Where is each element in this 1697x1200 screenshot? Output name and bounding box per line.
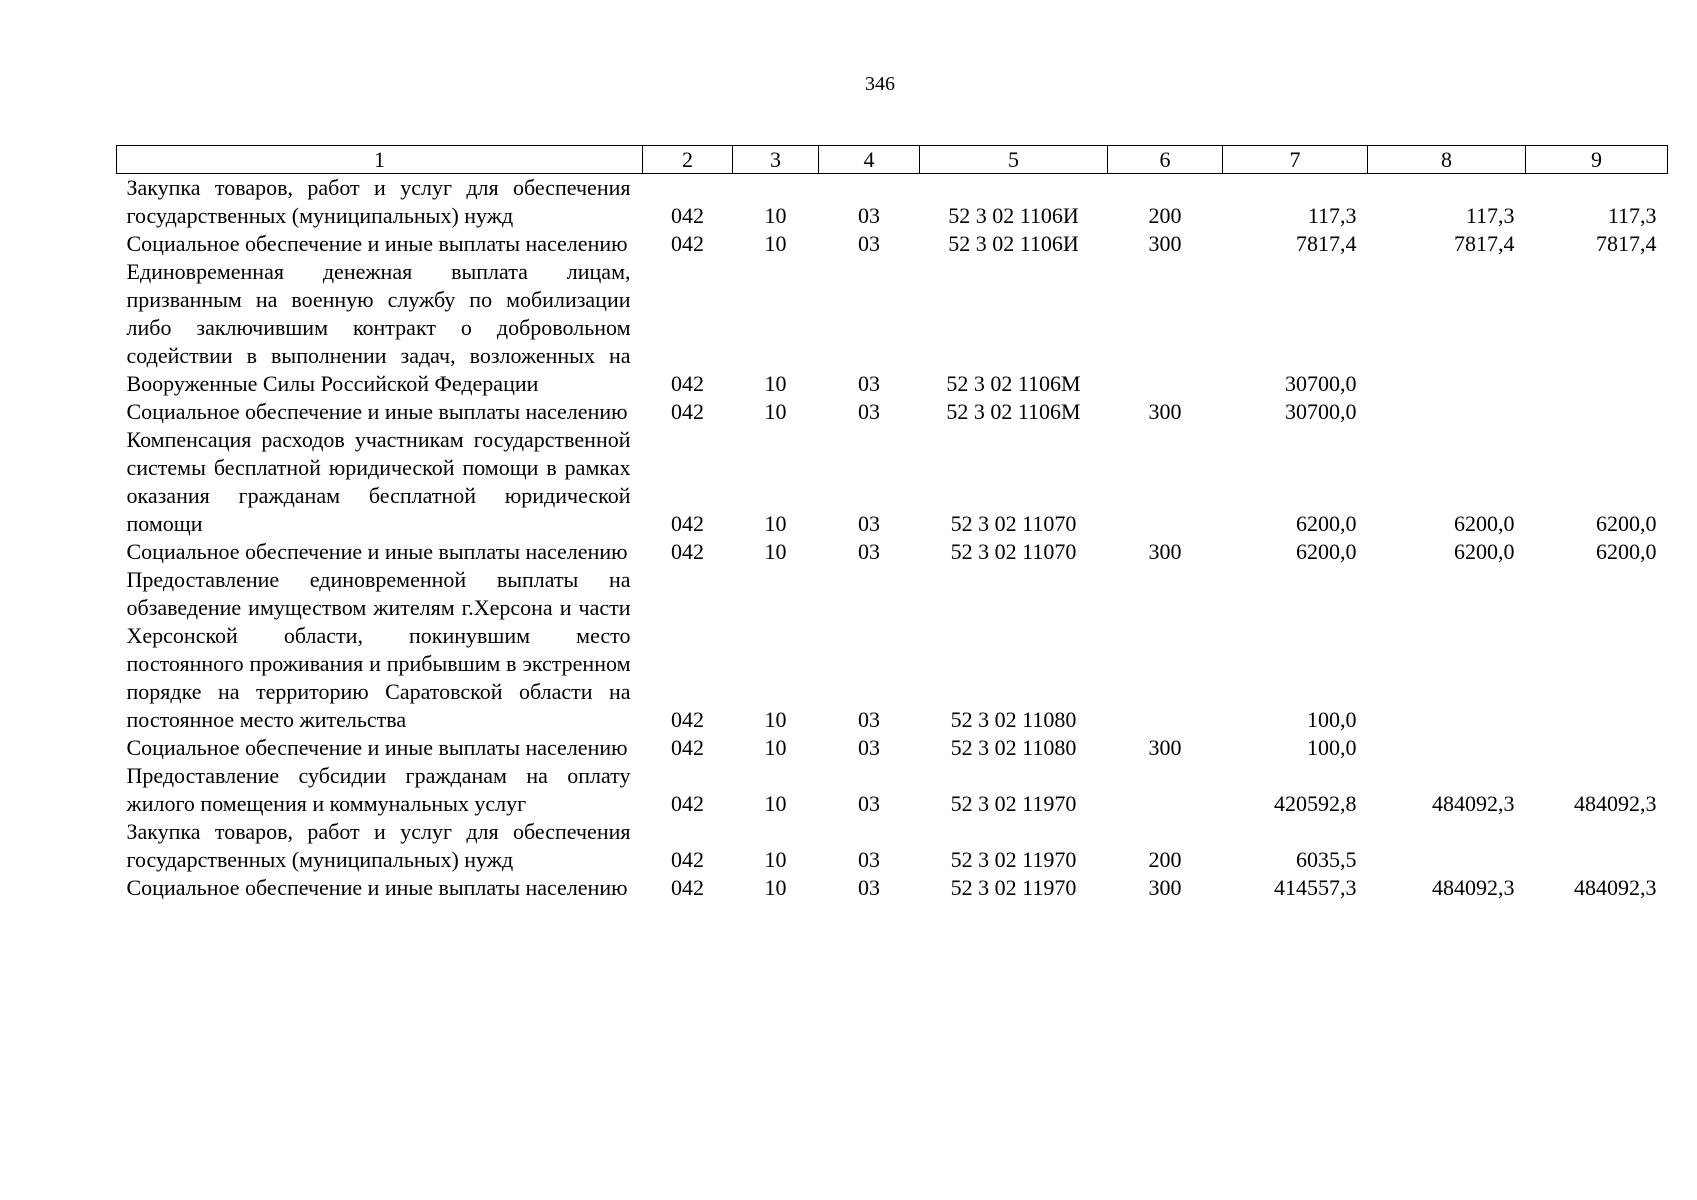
amount-cell-col9: 484092,3: [1574, 791, 1657, 816]
amount-cell-col9: 7817,4: [1596, 231, 1657, 256]
page-number: 346: [865, 73, 895, 95]
expense-name-cell: Предоставление единовременной выплаты на обзаведение имуществом жителям г.Херсона и части Херсонской области, покинувшим место постоянного проживания и прибывшим в экстренном порядке на территорию Саратовской области на постоянное место жительства: [126, 567, 631, 732]
amount-cell-col7: 6200,0: [1296, 539, 1357, 564]
subsection-code-cell: 03: [858, 791, 880, 816]
subsection-code-cell: 03: [858, 399, 880, 424]
subsection-code-cell: 03: [858, 511, 880, 536]
target-article-cell: 52 3 02 11970: [950, 875, 1077, 900]
table-row: [117, 426, 1668, 538]
section-code-cell: 10: [764, 735, 787, 760]
subsection-code-cell: 03: [858, 875, 880, 900]
table-row: [117, 566, 1668, 734]
target-article-cell: 52 3 02 11070: [950, 511, 1077, 536]
expense-name-cell: Единовременная денежная выплата лицам, призванным на военную службу по мобилизации либо заключившим контракт о добровольном содействии в выполнении задач, возложенных на Вооруженные Силы Российской Федерации: [126, 259, 631, 396]
expense-name-cell: Компенсация расходов участникам государственной системы бесплатной юридической помощи в рамках оказания гражданам бесплатной юридической помощи: [126, 427, 631, 536]
table-row: [117, 398, 1668, 426]
amount-cell-col8: 484092,3: [1432, 875, 1515, 900]
ministry-code-cell: 042: [671, 203, 704, 228]
ministry-code-cell: 042: [671, 847, 704, 872]
header-cell: 7: [1223, 146, 1368, 174]
amount-cell-col7: 414557,3: [1274, 875, 1357, 900]
section-code-cell: 10: [764, 847, 787, 872]
section-code-cell: 10: [764, 371, 787, 396]
expense-name-cell: Социальное обеспечение и иные выплаты населению: [126, 539, 628, 564]
amount-cell-col7: 30700,0: [1285, 399, 1357, 424]
ministry-code-cell: 042: [671, 399, 704, 424]
ministry-code-cell: 042: [671, 791, 704, 816]
header-cell: 4: [819, 146, 920, 174]
expense-type-cell: 300: [1148, 539, 1182, 564]
section-code-cell: 10: [764, 791, 787, 816]
header-cell: 6: [1108, 146, 1223, 174]
table-row: [117, 230, 1668, 258]
header-cell: 3: [733, 146, 819, 174]
budget-table: [116, 145, 1668, 902]
table-row: [117, 818, 1668, 874]
amount-cell-col8: [1368, 398, 1526, 426]
amount-cell-col8: [1368, 258, 1526, 398]
amount-cell-col8: 7817,4: [1454, 231, 1515, 256]
expense-name-cell: Социальное обеспечение и иные выплаты населению: [126, 231, 628, 256]
amount-cell-col9: 484092,3: [1574, 875, 1657, 900]
expense-type-cell: 300: [1148, 399, 1182, 424]
table-header: [117, 146, 1668, 174]
amount-cell-col9: [1526, 258, 1668, 398]
expense-type-cell: 200: [1148, 203, 1182, 228]
table-row: [117, 258, 1668, 398]
section-code-cell: 10: [764, 875, 787, 900]
ministry-code-cell: 042: [671, 735, 704, 760]
subsection-code-cell: 03: [858, 735, 880, 760]
target-article-cell: 52 3 02 1106И: [948, 203, 1079, 228]
target-article-cell: 52 3 02 11970: [950, 791, 1077, 816]
section-code-cell: 10: [764, 399, 787, 424]
table-row: [117, 762, 1668, 818]
expense-type-cell: [1108, 426, 1223, 538]
expense-name-cell: Социальное обеспечение и иные выплаты населению: [126, 875, 628, 900]
amount-cell-col9: 6200,0: [1596, 511, 1657, 536]
table-body: [117, 174, 1668, 903]
amount-cell-col9: 6200,0: [1596, 539, 1657, 564]
amount-cell-col8: 117,3: [1465, 203, 1515, 228]
amount-cell-col7: 6035,5: [1296, 847, 1357, 872]
amount-cell-col7: 30700,0: [1285, 371, 1357, 396]
expense-type-cell: 300: [1148, 735, 1182, 760]
amount-cell-col7: 6200,0: [1296, 511, 1357, 536]
subsection-code-cell: 03: [858, 847, 880, 872]
amount-cell-col8: 6200,0: [1454, 539, 1515, 564]
expense-name-cell: Предоставление субсидии гражданам на оплату жилого помещения и коммунальных услуг: [126, 763, 631, 816]
table-row: [117, 538, 1668, 566]
amount-cell-col7: 100,0: [1307, 735, 1357, 760]
ministry-code-cell: 042: [671, 511, 704, 536]
amount-cell-col7: 117,3: [1307, 203, 1357, 228]
subsection-code-cell: 03: [858, 371, 880, 396]
target-article-cell: 52 3 02 1106М: [946, 371, 1081, 396]
subsection-code-cell: 03: [858, 539, 880, 564]
header-cell: 9: [1526, 146, 1668, 174]
amount-cell-col7: 100,0: [1307, 707, 1357, 732]
subsection-code-cell: 03: [858, 707, 880, 732]
target-article-cell: 52 3 02 1106И: [948, 231, 1079, 256]
header-cell: 5: [920, 146, 1108, 174]
target-article-cell: 52 3 02 11070: [950, 539, 1077, 564]
amount-cell-col7: 7817,4: [1296, 231, 1357, 256]
subsection-code-cell: 03: [858, 203, 880, 228]
section-code-cell: 10: [764, 231, 787, 256]
section-code-cell: 10: [764, 707, 787, 732]
section-code-cell: 10: [764, 203, 787, 228]
ministry-code-cell: 042: [671, 707, 704, 732]
target-article-cell: 52 3 02 11970: [950, 847, 1077, 872]
amount-cell-col8: 6200,0: [1454, 511, 1515, 536]
target-article-cell: 52 3 02 11080: [950, 707, 1077, 732]
header-cell: 1: [117, 146, 643, 174]
expense-type-cell: [1108, 762, 1223, 818]
amount-cell-col8: [1368, 566, 1526, 734]
subsection-code-cell: 03: [858, 231, 880, 256]
ministry-code-cell: 042: [671, 539, 704, 564]
table-row: [117, 174, 1668, 231]
header-cell: 2: [643, 146, 733, 174]
expense-type-cell: 200: [1148, 847, 1182, 872]
expense-name-cell: Закупка товаров, работ и услуг для обеспечения государственных (муниципальных) нужд: [126, 175, 631, 228]
section-code-cell: 10: [764, 539, 787, 564]
target-article-cell: 52 3 02 1106М: [946, 399, 1081, 424]
ministry-code-cell: 042: [671, 231, 704, 256]
amount-cell-col8: [1368, 734, 1526, 762]
header-row: [117, 146, 1668, 174]
amount-cell-col8: [1368, 818, 1526, 874]
ministry-code-cell: 042: [671, 371, 704, 396]
amount-cell-col8: 484092,3: [1432, 791, 1515, 816]
table-row: [117, 874, 1668, 902]
expense-type-cell: [1108, 566, 1223, 734]
header-cell: 8: [1368, 146, 1526, 174]
ministry-code-cell: 042: [671, 875, 704, 900]
amount-cell-col7: 420592,8: [1274, 791, 1357, 816]
amount-cell-col9: [1526, 566, 1668, 734]
expense-name-cell: Социальное обеспечение и иные выплаты населению: [126, 399, 628, 424]
expense-type-cell: 300: [1148, 875, 1182, 900]
amount-cell-col9: [1526, 818, 1668, 874]
expense-type-cell: 300: [1148, 231, 1182, 256]
section-code-cell: 10: [764, 511, 787, 536]
amount-cell-col9: 117,3: [1607, 203, 1657, 228]
amount-cell-col9: [1526, 734, 1668, 762]
table-row: [117, 734, 1668, 762]
amount-cell-col9: [1526, 398, 1668, 426]
expense-type-cell: [1108, 258, 1223, 398]
expense-name-cell: Закупка товаров, работ и услуг для обеспечения государственных (муниципальных) нужд: [126, 819, 631, 872]
target-article-cell: 52 3 02 11080: [950, 735, 1077, 760]
expense-name-cell: Социальное обеспечение и иные выплаты населению: [126, 735, 628, 760]
